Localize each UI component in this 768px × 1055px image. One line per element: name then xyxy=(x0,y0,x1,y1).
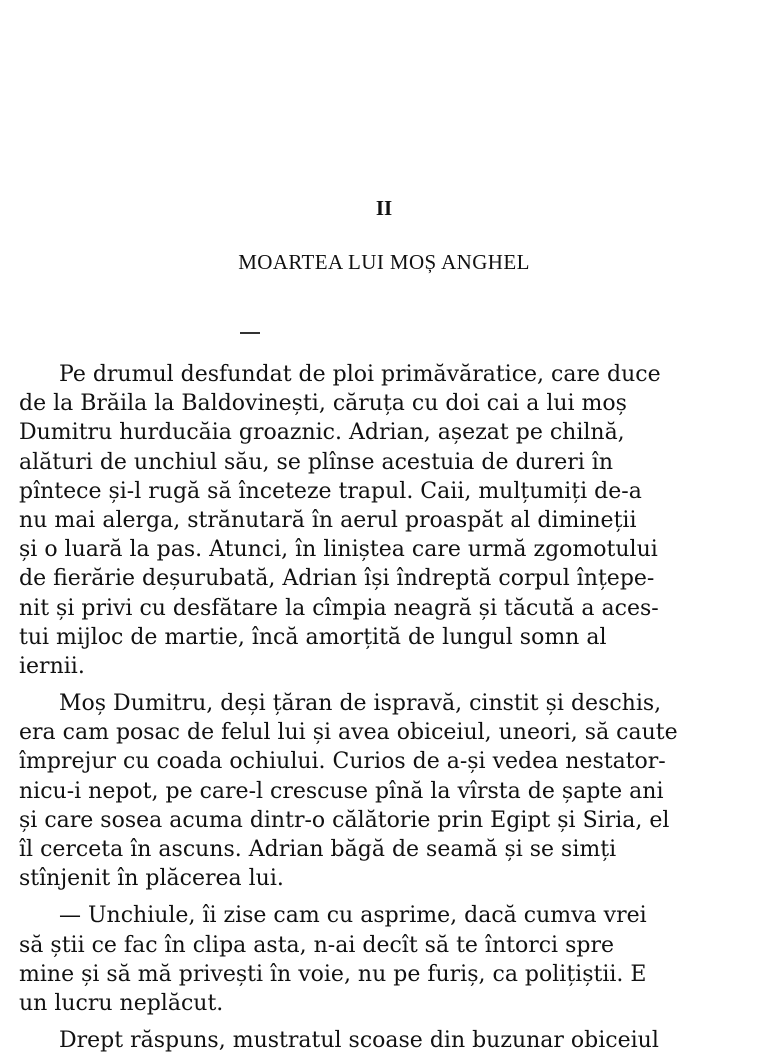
text-line: nu mai alerga, strănutară în aerul proaspăt al dimineții xyxy=(19,507,637,533)
ornament-dash xyxy=(240,332,260,334)
paragraph xyxy=(19,689,754,893)
text-line: de fierărie deșurubată, Adrian își îndreptă corpul înțepe- xyxy=(19,566,655,592)
paragraph xyxy=(19,360,754,681)
text-line: tui mijloc de martie, încă amorțită de lungul somn al xyxy=(19,624,607,650)
text-line: nicu-i nepot, pe care-l crescuse pînă la vîrsta de șapte ani xyxy=(19,778,664,804)
text-line: un lucru neplăcut. xyxy=(19,990,224,1016)
text-line: de la Brăila la Baldovinești, căruța cu doi cai a lui moș xyxy=(19,391,627,417)
body-text xyxy=(19,360,754,1055)
text-line: nit și privi cu desfătare la cîmpia neagră și tăcută a aces- xyxy=(19,595,659,621)
paragraph-gap xyxy=(19,681,754,689)
text-line: — Unchiule, îi zise cam cu asprime, dacă cumva vrei xyxy=(59,903,647,929)
paragraph xyxy=(19,1026,754,1055)
text-line: împrejur cu coada ochiului. Curios de a-și vedea nestator- xyxy=(19,749,666,775)
paragraph xyxy=(19,901,754,1018)
text-line: iernii. xyxy=(19,653,85,679)
paragraph-gap xyxy=(19,893,754,901)
chapter-title: MOARTEA LUI MOȘ ANGHEL xyxy=(238,250,530,274)
text-line: era cam posac de felul lui și avea obiceiul, uneori, să caute xyxy=(19,720,678,746)
text-line: și care sosea acuma dintr-o călătorie prin Egipt și Siria, el xyxy=(19,807,670,833)
text-line: pîntece și-l rugă să înceteze trapul. Caii, mulțumiți de-a xyxy=(19,478,642,504)
text-line: alături de unchiul său, se plînse acestuia de dureri în xyxy=(19,449,614,475)
paragraph-gap xyxy=(19,1018,754,1026)
chapter-number: II xyxy=(375,196,393,220)
text-line: Pe drumul desfundat de ploi primăvăratice, care duce xyxy=(59,362,661,387)
text-line: mine și să mă privești în voie, nu pe furiș, ca polițiștii. E xyxy=(19,961,647,987)
text-line: stînjenit în plăcerea lui. xyxy=(19,866,284,892)
text-line: îl cerceta în ascuns. Adrian băgă de seamă și se simți xyxy=(19,837,617,862)
text-line: Moș Dumitru, deși țăran de ispravă, cinstit și deschis, xyxy=(59,691,662,717)
text-line: Dumitru hurducăia groaznic. Adrian, așezat pe chilnă, xyxy=(19,420,625,446)
text-line: Drept răspuns, mustratul scoase din buzunar obiceiul xyxy=(59,1028,659,1054)
text-line: și o luară la pas. Atunci, în liniștea care urmă zgomotului xyxy=(19,537,658,563)
text-line: să știi ce fac în clipa asta, n-ai decît să te întorci spre xyxy=(19,932,614,958)
